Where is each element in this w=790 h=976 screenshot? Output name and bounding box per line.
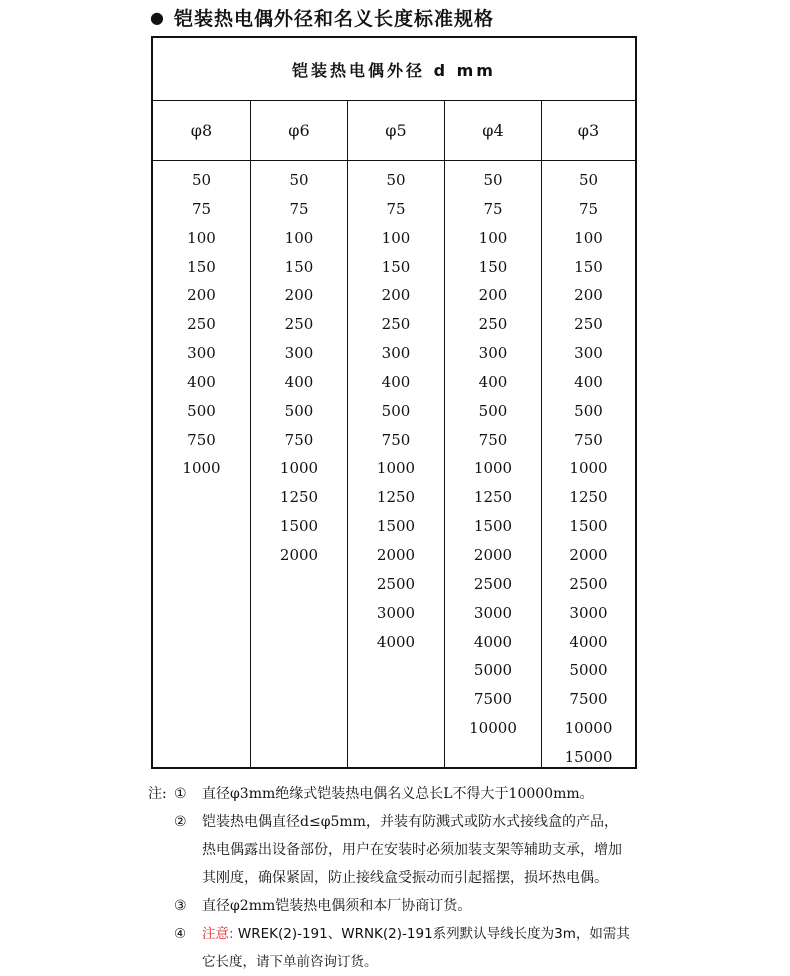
length-value: 1000 bbox=[279, 459, 319, 478]
length-value: 400 bbox=[478, 372, 508, 391]
note-item-1 bbox=[148, 780, 668, 808]
length-value: 300 bbox=[478, 344, 508, 363]
length-value: 300 bbox=[574, 344, 603, 363]
column-header: φ8 bbox=[153, 101, 250, 161]
length-value: 1500 bbox=[473, 517, 513, 536]
length-value: 250 bbox=[187, 315, 216, 334]
notes-list bbox=[148, 780, 668, 920]
length-value: 1500 bbox=[376, 517, 416, 536]
length-value: 50 bbox=[289, 171, 309, 189]
length-value: 5000 bbox=[473, 661, 513, 680]
note-item-2 bbox=[148, 808, 668, 892]
column-header: φ6 bbox=[251, 101, 347, 161]
length-value: 75 bbox=[191, 199, 212, 218]
length-value: 5000 bbox=[569, 661, 608, 680]
length-value: 7500 bbox=[473, 690, 513, 709]
length-value: 2500 bbox=[376, 574, 416, 593]
length-value: 750 bbox=[381, 430, 411, 449]
length-value: 500 bbox=[574, 401, 603, 420]
length-value: 250 bbox=[284, 315, 314, 334]
note-line: 铠装热电偶直径d≤φ5mm，并装有防溅式或防水式接线盒的产品， bbox=[202, 814, 618, 830]
length-value: 50 bbox=[386, 171, 406, 189]
length-value: 75 bbox=[289, 199, 309, 218]
spec-table bbox=[151, 36, 637, 769]
column-4 bbox=[444, 101, 541, 767]
column-3 bbox=[347, 101, 444, 767]
length-value: 150 bbox=[284, 257, 314, 276]
length-value: 7500 bbox=[569, 690, 608, 709]
length-value: 100 bbox=[574, 228, 603, 247]
length-value: 100 bbox=[284, 228, 314, 247]
length-value: 2000 bbox=[279, 545, 319, 564]
length-value: 75 bbox=[386, 199, 406, 218]
length-value: 750 bbox=[478, 430, 508, 449]
length-value: 750 bbox=[187, 430, 216, 449]
length-value: 750 bbox=[574, 430, 603, 449]
length-value: 2500 bbox=[569, 574, 608, 593]
length-value: 1000 bbox=[376, 459, 416, 478]
length-value: 200 bbox=[381, 286, 411, 305]
length-value: 400 bbox=[574, 372, 603, 391]
length-value: 1000 bbox=[473, 459, 513, 478]
length-value: 100 bbox=[187, 228, 216, 247]
length-value: 200 bbox=[284, 286, 314, 305]
page-title bbox=[150, 2, 494, 32]
note-line: 直径φ2mm铠装热电偶须和本厂协商订货。 bbox=[202, 898, 472, 914]
length-value: 250 bbox=[381, 315, 411, 334]
length-value: 500 bbox=[187, 401, 216, 420]
length-value: 2000 bbox=[569, 545, 608, 564]
note-4-line-2: 它长度，请下单前咨询订货。 bbox=[202, 954, 378, 970]
note-4-line-1: WREK(2)-191、WRNK(2)-191系列默认导线长度为3m，如需其 bbox=[233, 926, 630, 942]
note-number: ④ bbox=[174, 926, 187, 942]
length-value: 2000 bbox=[473, 545, 513, 564]
length-value: 300 bbox=[284, 344, 314, 363]
column-1 bbox=[153, 101, 250, 767]
note-item-4 bbox=[148, 920, 668, 976]
column-2 bbox=[250, 101, 347, 767]
column-header: φ5 bbox=[348, 101, 444, 161]
length-value: 2000 bbox=[376, 545, 416, 564]
length-value: 1250 bbox=[376, 488, 416, 507]
length-value: 1500 bbox=[279, 517, 319, 536]
length-value: 750 bbox=[284, 430, 314, 449]
warning-label: 注意 bbox=[202, 926, 229, 942]
column-5 bbox=[541, 101, 635, 767]
length-value: 150 bbox=[187, 257, 216, 276]
length-value: 1000 bbox=[182, 459, 221, 478]
length-value: 500 bbox=[284, 401, 314, 420]
length-value: 100 bbox=[478, 228, 508, 247]
length-value: 400 bbox=[381, 372, 411, 391]
length-value: 150 bbox=[574, 257, 603, 276]
bullet-icon: ● bbox=[150, 7, 164, 27]
length-value: 4000 bbox=[376, 632, 416, 651]
length-value: 50 bbox=[483, 171, 503, 189]
length-value: 1500 bbox=[569, 517, 608, 536]
notes bbox=[148, 780, 668, 976]
length-value: 300 bbox=[187, 344, 216, 363]
length-value: 400 bbox=[284, 372, 314, 391]
length-value: 250 bbox=[574, 315, 603, 334]
note-line: 直径φ3mm绝缘式铠装热电偶名义总长L不得大于10000mm。 bbox=[202, 786, 594, 802]
warning-colon: : bbox=[229, 926, 234, 942]
length-value: 75 bbox=[578, 199, 599, 218]
length-value: 250 bbox=[478, 315, 508, 334]
length-value: 4000 bbox=[473, 632, 513, 651]
length-value: 500 bbox=[381, 401, 411, 420]
length-value: 10000 bbox=[469, 719, 517, 738]
length-value: 1000 bbox=[569, 459, 608, 478]
length-value: 1250 bbox=[569, 488, 608, 507]
length-value: 50 bbox=[578, 171, 599, 189]
column-header: φ4 bbox=[445, 101, 541, 161]
length-value: 150 bbox=[381, 257, 411, 276]
column-header: φ3 bbox=[542, 101, 635, 161]
note-line: 其刚度，确保紧固，防止接线盒受振动而引起摇摆，损坏热电偶。 bbox=[202, 870, 608, 886]
length-value: 200 bbox=[187, 286, 216, 305]
note-number: ③ bbox=[174, 898, 187, 914]
note-line: 热电偶露出设备部份，用户在安装时必须加装支架等辅助支承，增加 bbox=[202, 842, 622, 858]
note-number: ② bbox=[174, 814, 187, 830]
length-value: 10000 bbox=[564, 719, 613, 738]
length-value: 400 bbox=[187, 372, 216, 391]
length-value: 200 bbox=[574, 286, 603, 305]
table-header: 铠装热电偶外径 d mm bbox=[153, 38, 635, 101]
length-value: 300 bbox=[381, 344, 411, 363]
length-value: 3000 bbox=[473, 603, 513, 622]
length-value: 3000 bbox=[569, 603, 608, 622]
length-value: 100 bbox=[381, 228, 411, 247]
length-value: 500 bbox=[478, 401, 508, 420]
note-item-3 bbox=[148, 892, 668, 920]
length-value: 1250 bbox=[473, 488, 513, 507]
length-value: 75 bbox=[483, 199, 503, 218]
notes-prefix: 注: bbox=[148, 786, 167, 802]
length-value: 50 bbox=[191, 171, 212, 189]
length-value: 150 bbox=[478, 257, 508, 276]
length-value: 2500 bbox=[473, 574, 513, 593]
length-value: 200 bbox=[478, 286, 508, 305]
length-value: 4000 bbox=[569, 632, 608, 651]
length-value: 1250 bbox=[279, 488, 319, 507]
note-number: ① bbox=[174, 786, 187, 802]
title-text: 铠装热电偶外径和名义长度标准规格 bbox=[173, 7, 494, 30]
length-value: 3000 bbox=[376, 603, 416, 622]
length-value: 15000 bbox=[564, 747, 613, 766]
